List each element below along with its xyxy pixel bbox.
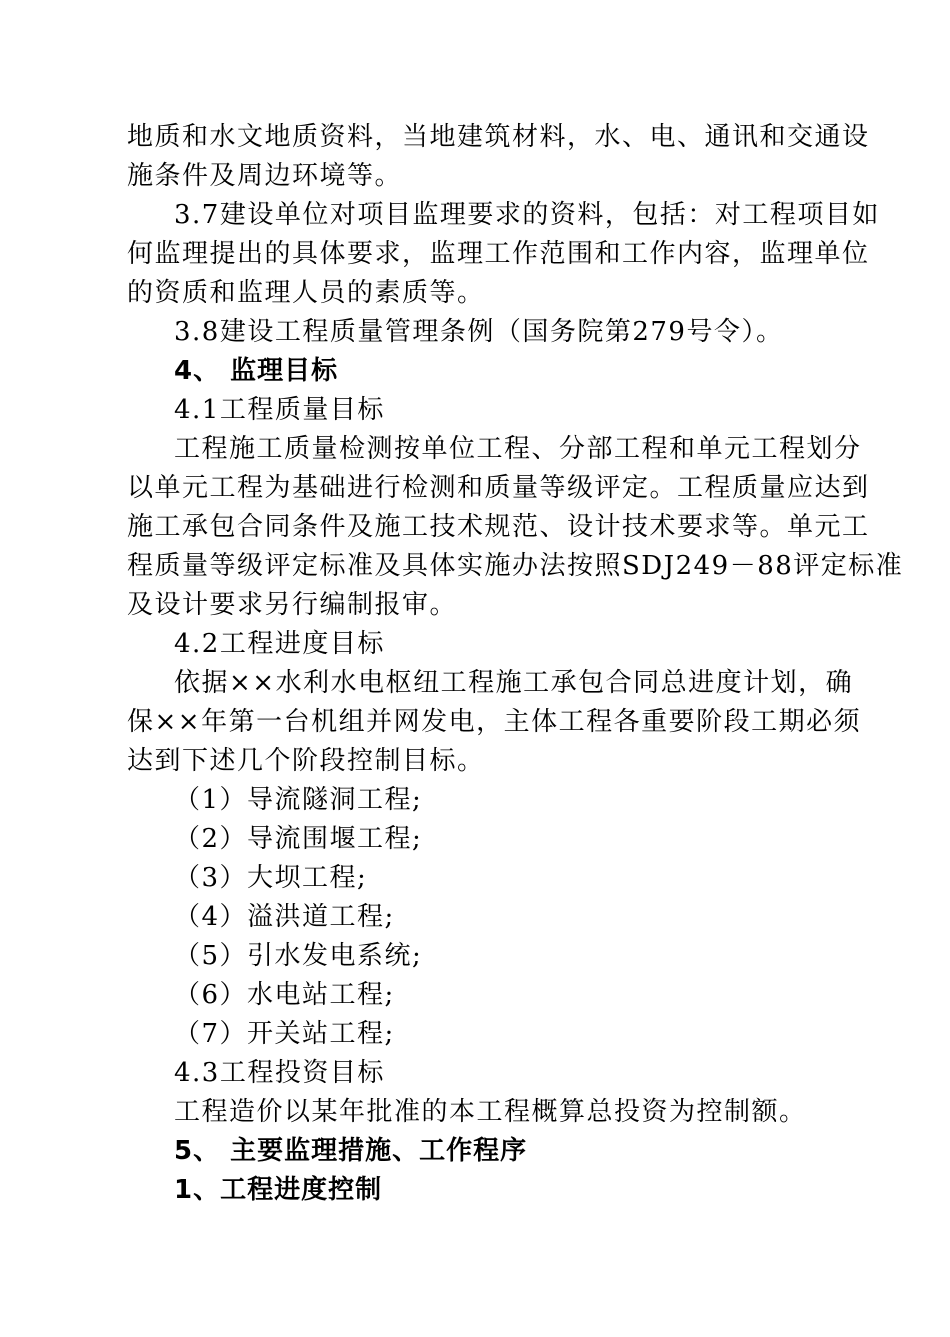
document-body	[127, 118, 904, 1210]
paragraph-line: 以单元工程为基础进行检测和质量等级评定。工程质量应达到	[127, 473, 870, 503]
paragraph-line: 的资质和监理人员的素质等。	[127, 278, 485, 308]
list-item: （6）水电站工程;	[174, 980, 395, 1010]
list-item: （5）引水发电系统;	[174, 941, 423, 971]
paragraph-line: 施条件及周边环境等。	[127, 161, 403, 191]
paragraph-line: 工程施工质量检测按单位工程、分部工程和单元工程划分	[174, 434, 862, 464]
subsection-heading-5-1: 1、工程进度控制	[174, 1175, 383, 1205]
subsection-heading-4-2: 4.2工程进度目标	[174, 629, 385, 659]
list-item: （1）导流隧洞工程;	[174, 785, 423, 815]
paragraph-line: 及设计要求另行编制报审。	[127, 590, 458, 620]
list-item: （4）溢洪道工程;	[174, 902, 395, 932]
list-item: （3）大坝工程;	[174, 863, 368, 893]
paragraph-line: 施工承包合同条件及施工技术规范、设计技术要求等。单元工	[127, 512, 870, 542]
subsection-heading-4-1: 4.1工程质量目标	[174, 395, 385, 425]
list-item: （7）开关站工程;	[174, 1019, 395, 1049]
paragraph-line: 依据××水利水电枢纽工程施工承包合同总进度计划，确	[174, 668, 854, 698]
paragraph-line: 保××年第一台机组并网发电，主体工程各重要阶段工期必须	[127, 707, 862, 737]
paragraph-line: 工程造价以某年批准的本工程概算总投资为控制额。	[174, 1097, 807, 1127]
paragraph-line: 程质量等级评定标准及具体实施办法按照SDJ249－88评定标准	[127, 551, 904, 581]
section-heading-5: 5、 主要监理措施、工作程序	[174, 1136, 528, 1166]
list-item: （2）导流围堰工程;	[174, 824, 423, 854]
paragraph-line: 3.8建设工程质量管理条例（国务院第279号令）。	[174, 317, 784, 347]
section-heading-4: 4、 监理目标	[174, 356, 339, 386]
paragraph-line: 何监理提出的具体要求，监理工作范围和工作内容，监理单位	[127, 239, 870, 269]
paragraph-line: 3.7建设单位对项目监理要求的资料，包括：对工程项目如	[174, 200, 880, 230]
subsection-heading-4-3: 4.3工程投资目标	[174, 1058, 385, 1088]
paragraph-line: 地质和水文地质资料，当地建筑材料，水、电、通讯和交通设	[127, 122, 870, 152]
paragraph-line: 达到下述几个阶段控制目标。	[127, 746, 485, 776]
